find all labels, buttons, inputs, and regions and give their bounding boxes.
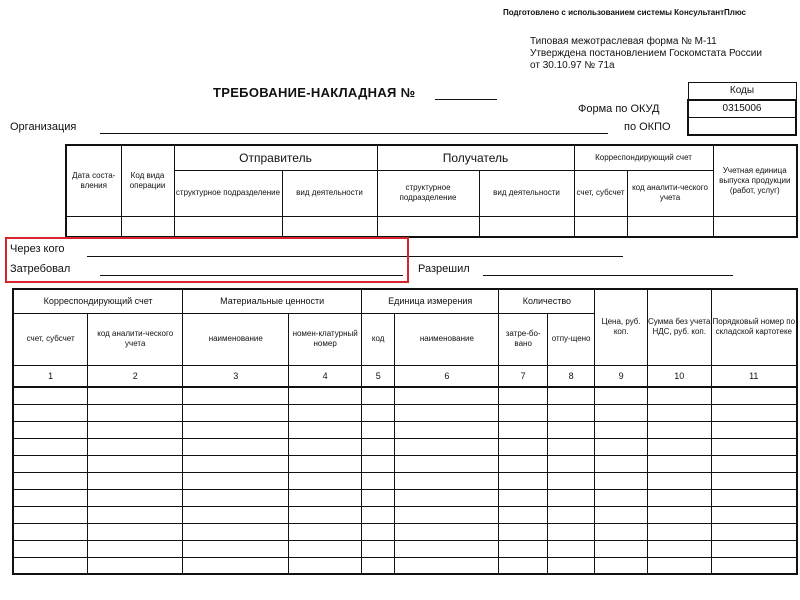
entry-cell[interactable] [647,438,711,455]
entry-cell[interactable] [595,489,648,506]
entry-cell[interactable] [183,523,289,540]
entry-cell[interactable] [289,438,362,455]
entry-cell[interactable] [289,489,362,506]
table-row [13,489,797,506]
col-number: 2 [88,365,183,387]
entry-cell[interactable] [13,404,88,421]
entry-cell[interactable] [362,489,395,506]
codes-box [687,82,797,136]
op-code-cell[interactable] [121,216,174,237]
entry-cell[interactable] [499,489,547,506]
entry-cell[interactable] [395,421,499,438]
receiver-header: Получатель [377,145,574,170]
consultant-note: Подготовлено с использованием системы КонсультантПлюс [503,8,746,17]
table-row [13,387,797,404]
table-row [13,523,797,540]
entry-cell[interactable] [711,387,797,404]
entry-cell[interactable] [711,404,797,421]
entry-cell[interactable] [711,557,797,574]
main-corr-account-header: Корреспондирующий счет [13,289,183,313]
entry-cell[interactable] [711,489,797,506]
entry-cell[interactable] [183,540,289,557]
table-row [13,540,797,557]
col-number: 11 [711,365,797,387]
entry-cell[interactable] [289,472,362,489]
entry-cell[interactable] [547,438,594,455]
entry-cell[interactable] [362,540,395,557]
corr-account-sub: счет, субсчет [574,170,627,216]
highlight-box [5,237,409,283]
entry-cell[interactable] [499,421,547,438]
entry-cell[interactable] [13,421,88,438]
entry-cell[interactable] [395,438,499,455]
quantity-requested-header: затре-бо-вано [499,313,547,365]
unit-name-header: наименование [395,313,499,365]
entry-cell[interactable] [13,472,88,489]
entry-cell[interactable] [395,506,499,523]
col-number: 3 [183,365,289,387]
entry-cell[interactable] [362,472,395,489]
entry-cell[interactable] [395,540,499,557]
entry-cell[interactable] [595,540,648,557]
entry-cell[interactable] [88,387,183,404]
entry-cell[interactable] [183,557,289,574]
col-number: 1 [13,365,88,387]
entry-cell[interactable] [711,506,797,523]
entry-cell[interactable] [647,455,711,472]
entry-cell[interactable] [88,438,183,455]
col-number: 9 [595,365,648,387]
entry-cell[interactable] [595,523,648,540]
entry-cell[interactable] [547,506,594,523]
entry-cell[interactable] [289,421,362,438]
entry-cell[interactable] [183,421,289,438]
entry-cell[interactable] [547,557,594,574]
entry-cell[interactable] [13,506,88,523]
nomenclature-number-header: номен-клатурный номер [289,313,362,365]
entry-cell[interactable] [88,540,183,557]
entry-cell[interactable] [13,387,88,404]
sender-header: Отправитель [174,145,377,170]
sum-header: Сумма без учета НДС, руб. коп. [647,289,711,365]
entry-cell[interactable] [595,455,648,472]
table-row [13,438,797,455]
allowed-label: Разрешил [418,263,470,275]
entry-cell[interactable] [595,387,648,404]
form-type-line3: от 30.10.97 № 71а [530,60,615,71]
corr-analytic-cell[interactable] [627,216,713,237]
unit-cell[interactable] [713,216,797,237]
col-number: 5 [362,365,395,387]
entry-cell[interactable] [499,472,547,489]
card-number-header: Порядковый номер по складской картотеке [711,289,797,365]
entry-cell[interactable] [395,387,499,404]
entry-cell[interactable] [289,540,362,557]
entry-cell[interactable] [547,540,594,557]
date-cell[interactable] [66,216,121,237]
entry-cell[interactable] [647,540,711,557]
entry-cell[interactable] [647,506,711,523]
entry-cell[interactable] [711,455,797,472]
entry-cell[interactable] [647,557,711,574]
entry-cell[interactable] [362,455,395,472]
entry-cell[interactable] [362,404,395,421]
entry-cell[interactable] [595,506,648,523]
entry-cell[interactable] [547,489,594,506]
col-number: 4 [289,365,362,387]
entry-cell[interactable] [499,404,547,421]
entry-cell[interactable] [547,421,594,438]
col-number: 6 [395,365,499,387]
table-row [13,472,797,489]
document-number-field[interactable] [435,99,497,100]
entry-cell[interactable] [88,455,183,472]
unit-header: Учетная единица выпуска продукции (работ, услуг) [713,145,797,216]
document-title: ТРЕБОВАНИЕ-НАКЛАДНАЯ № [213,85,416,100]
entry-cell[interactable] [499,455,547,472]
op-code-header: Код вида операции [121,145,174,216]
codes-header: Коды [688,83,796,101]
form-type-line1: Типовая межотраслевая форма № М-11 [530,36,717,47]
main-account-sub: счет, субсчет [13,313,88,365]
okpo-label: по ОКПО [624,121,671,133]
receiver-activity-cell[interactable] [479,216,574,237]
entry-cell[interactable] [499,540,547,557]
entry-cell[interactable] [547,387,594,404]
entry-cell[interactable] [88,421,183,438]
quantity-released-header: отпу-щено [547,313,594,365]
sender-struct-cell[interactable] [174,216,282,237]
entry-cell[interactable] [395,472,499,489]
okud-label: Форма по ОКУД [578,103,660,115]
sender-struct-unit: структурное подразделение [174,170,282,216]
entry-cell[interactable] [183,489,289,506]
entry-cell[interactable] [595,421,648,438]
entry-cell[interactable] [362,506,395,523]
unit-measure-header: Единица измерения [362,289,499,313]
entry-cell[interactable] [289,557,362,574]
entry-cell[interactable] [13,489,88,506]
entry-cell[interactable] [289,387,362,404]
entry-cell[interactable] [499,557,547,574]
col-number: 10 [647,365,711,387]
entry-cell[interactable] [711,421,797,438]
entry-cell[interactable] [395,404,499,421]
entry-cell[interactable] [289,455,362,472]
organization-field[interactable] [100,133,608,134]
entry-cell[interactable] [88,523,183,540]
receiver-struct-unit: структурное подразделение [377,170,479,216]
okud-value: 0315006 [688,100,796,118]
entry-cell[interactable] [362,523,395,540]
entry-cell[interactable] [547,472,594,489]
table-row [13,404,797,421]
entry-cell[interactable] [183,455,289,472]
entry-cell[interactable] [88,404,183,421]
col-number: 8 [547,365,594,387]
entry-cell[interactable] [183,387,289,404]
corr-analytic-code: код аналити-ческого учета [627,170,713,216]
table-row [13,506,797,523]
entry-cell[interactable] [13,438,88,455]
entry-cell[interactable] [499,438,547,455]
entry-cell[interactable] [13,557,88,574]
entry-cell[interactable] [362,557,395,574]
date-header: Дата соста-вления [66,145,121,216]
allowed-field[interactable] [483,275,733,276]
receiver-struct-cell[interactable] [377,216,479,237]
entry-cell[interactable] [595,557,648,574]
entry-cell[interactable] [595,472,648,489]
sender-activity-cell[interactable] [282,216,377,237]
okpo-value[interactable] [688,118,796,136]
entry-cell[interactable] [395,523,499,540]
entry-cell[interactable] [647,387,711,404]
entry-cell[interactable] [595,438,648,455]
requested-label: Затребовал [10,263,71,275]
entry-cell[interactable] [647,472,711,489]
entry-cell[interactable] [13,455,88,472]
table-row [13,455,797,472]
quantity-header: Количество [499,289,595,313]
via-label: Через кого [10,243,65,255]
entry-cell[interactable] [13,540,88,557]
entry-cell[interactable] [13,523,88,540]
entry-cell[interactable] [647,421,711,438]
entry-cell[interactable] [362,421,395,438]
main-analytic-code: код аналити-ческого учета [88,313,183,365]
entry-cell[interactable] [88,489,183,506]
entry-cell[interactable] [395,489,499,506]
corr-account-header: Корреспондирующий счет [574,145,713,170]
main-table [12,288,798,575]
entry-cell[interactable] [88,506,183,523]
sender-activity: вид деятельности [282,170,377,216]
entry-cell[interactable] [547,523,594,540]
entry-cell[interactable] [499,387,547,404]
entry-cell[interactable] [395,455,499,472]
entry-cell[interactable] [711,523,797,540]
material-name-header: наименование [183,313,289,365]
entry-cell[interactable] [289,523,362,540]
price-header: Цена, руб. коп. [595,289,648,365]
corr-account-cell[interactable] [574,216,627,237]
organization-label: Организация [10,121,77,133]
entry-cell[interactable] [289,404,362,421]
unit-code-header: код [362,313,395,365]
entry-cell[interactable] [499,523,547,540]
entry-cell[interactable] [711,540,797,557]
entry-cell[interactable] [362,438,395,455]
entry-cell[interactable] [711,472,797,489]
entry-cell[interactable] [711,438,797,455]
entry-cell[interactable] [183,506,289,523]
col-number: 7 [499,365,547,387]
entry-cell[interactable] [88,472,183,489]
entry-cell[interactable] [183,404,289,421]
entry-cell[interactable] [547,455,594,472]
top-table [65,144,798,238]
form-type-line2: Утверждена постановлением Госкомстата России [530,48,762,59]
material-values-header: Материальные ценности [183,289,362,313]
entry-cell[interactable] [647,523,711,540]
table-row [13,421,797,438]
entry-cell[interactable] [547,404,594,421]
table-row [13,557,797,574]
entry-cell[interactable] [289,506,362,523]
entry-cell[interactable] [183,472,289,489]
entry-cell[interactable] [88,557,183,574]
entry-cell[interactable] [647,489,711,506]
receiver-activity: вид деятельности [479,170,574,216]
entry-cell[interactable] [362,387,395,404]
entry-cell[interactable] [595,404,648,421]
entry-cell[interactable] [647,404,711,421]
entry-cell[interactable] [183,438,289,455]
entry-cell[interactable] [395,557,499,574]
entry-cell[interactable] [499,506,547,523]
